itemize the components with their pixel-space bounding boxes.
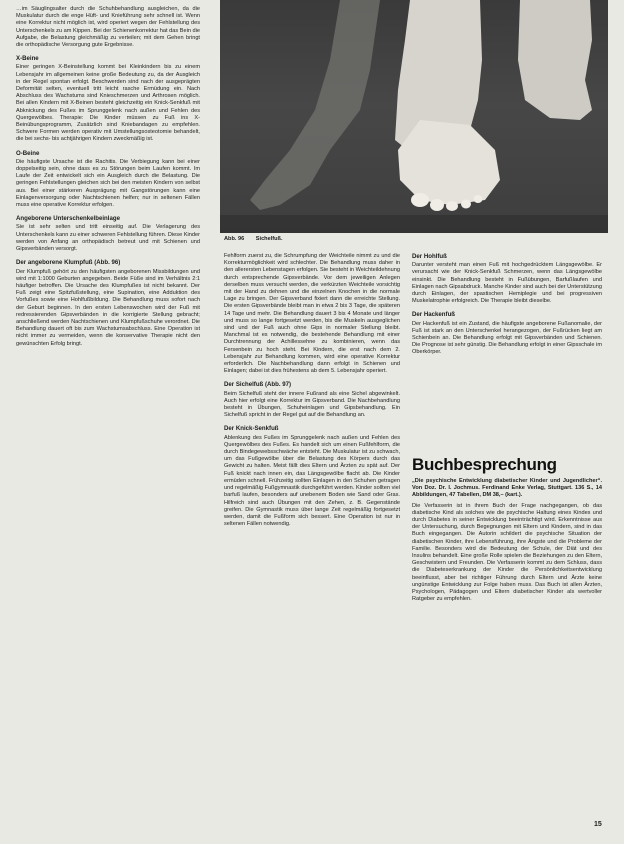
feet-illustration: [220, 0, 608, 233]
toe-4: [461, 200, 471, 209]
review-section: [412, 478, 602, 603]
hip-text: Sie ist sehr selten und tritt einseitig auf. Die Verlagerung des Unterschenkels kann zu einer schweren Fehlstellung führen. Diese Kinder werden von Anfang an orthopädisch betreut und mit Schienen und Gipsverbänden versorgt.: [16, 224, 200, 253]
caption-title: Sichelfuß.: [255, 236, 283, 242]
right-foot-shape: [398, 120, 500, 205]
o-beine-text: Die häufigste Ursache ist die Rachitis. Die Verbiegung kann bei einer doppelseitig sein, ohne dass es zu Störungen beim Laufen kommt. Im Laufe der Zeit entwickelt sich ein Ausgleich durch die Belastung. Die geringen Fehlstellungen gleichen sich bei den meisten Kindern von selbst aus. Bei einer stärkeren Ausprägung mit Gangstörungen kann eine Einlagenversorgung oder Nachtschienen helfen; nur in seltenen Fällen muss eine operative Korrektur erfolgen.: [16, 158, 200, 209]
far-right-foot-shape: [518, 0, 592, 120]
feet-photo: [220, 0, 608, 233]
caption-number: Abb. 96: [224, 236, 245, 242]
sichelfuss-heading: Der Sichelfuß (Abb. 97): [224, 381, 292, 389]
hip-heading: Angeborene Unterschenkelbeinlage: [16, 215, 120, 223]
hohlfuss-heading: Der Hohlfuß: [412, 253, 447, 260]
sichelfuss-text: Beim Sichelfuß steht der innere Fußrand als eine Sichel abgewinkelt. Auch hier erfolgt eine Korrektur im Gipsverband. Die Nachbehandlung besteht in Übungen, Schuheinlagen und Gipsbehandlung. Ein Sichelfuß spricht in der Regel gut auf die Behandlung an.: [224, 390, 400, 419]
knick-heading: Der Knick-Senkfuß: [224, 425, 279, 433]
clubfoot-heading: Der angeborene Klumpfuß (Abb. 96): [16, 259, 121, 267]
toe-5: [474, 195, 483, 203]
toe-2: [430, 199, 444, 211]
left-column: [16, 6, 200, 353]
knick-text: Ablenkung des Fußes im Sprunggelenk nach außen und Fehlen des Quergewölbes des Fußes. Es handelt sich um einen Fußfehlform, die durch Bindegewebsschwäche entsteht. Die Muskulatur ist zu schwach, um das Fußgewölbe über die Belastung des Körpers durch das Gewicht zu halten. Meist fällt dies Eltern und Ärzten zu spät auf. Der Fuß knickt nach innen ein, das Längsgewölbe flacht ab. Die Kinder ermüden schnell. Frühzeitig sollten Einlagen in den Schuhen getragen und regelmäßig Fußgymnastik durchgeführt werden. Kinder sollten viel barfuß laufen, besonders auf unebenem Boden wie Sand oder Gras. Hilfreich sind auch Übungen mit den Zehen, z. B. Gegenstände greifen. Die Gymnastik muss über lange Zeit regelmäßig fortgesetzt werden, damit die Fußform sich bessert. Eine Operation ist nur in seltenen Fällen notwendig.: [224, 434, 400, 528]
clubfoot-text: Der Klumpfuß gehört zu den häufigsten angeborenen Missbildungen und wird mit 1:1000 Geburten angegeben. Beide Füße sind im Verhältnis 2:1 häufiger betroffen. Die Ursache des Klumpfußes ist nicht bekannt. Der Fuß zeigt eine Spitzfußstellung, eine Supination, eine Adduktion des Vorfußes sowie eine Hohlfußbildung. Die Behandlung muss sofort nach der Geburt beginnen. In den ersten Lebenswochen wird der Fuß mit redressierenden Gipsverbänden in die korrigierte Stellung gebracht; anschließend werden Nachtschienen und Klumpfußschuhe verordnet. Die Behandlung dauert oft bis zum Wachstumsabschluss. Eine Operation ist nicht immer zu vermeiden, wenn die konservative Therapie nicht den gewünschten Erfolg bringt.: [16, 268, 200, 347]
hackenfuss-text: Der Hackenfuß ist ein Zustand, die häufigste angeborene Fußanomalie, der Fuß ist stark an den Unterschenkel herangezogen, der Fußrücken liegt am Schienbein an. Die Behandlung erfolgt mit Gipsverbänden und Schienen. Die Prognose ist sehr günstig. Die Behandlung erfolgt in einer Gipsschale im Oberkörper.: [412, 320, 602, 356]
review-heading: Buchbesprechung: [412, 455, 557, 474]
left-intro: …im Säuglingsalter durch die Schuhbehandlung ausgleichen, da die Muskulatur durch die enge Hüft- und Knieführung sehr schnell ist. Wenn eine Korrektur nicht möglich ist, wird operiert wegen der Fehlstellung des Unterschenkels zu am Kippen. Bei der Schienenkorrektur hat das Bein die Aufgabe, die Belastung gleichmäßig zu verteilen; mit dem Gehen bringt die orthopädische Versorgung gute Ergebnisse.: [16, 6, 200, 49]
o-beine-heading: O-Beine: [16, 149, 40, 157]
left-foot-shape: [250, 0, 380, 210]
floor-shadow: [220, 215, 608, 233]
review-book-title: „Die psychische Entwicklung diabetischer Kinder und Jugendlicher“. Von Doz. Dr. I. Jochmus. Ferdinand Enke Verlag, Stuttgart. 136 S., 14 Abbildungen, 47 Tabellen, DM 38,– (kart.).: [412, 478, 602, 499]
x-beine-heading: X-Beine: [16, 55, 39, 63]
toe-3: [446, 201, 458, 211]
hackenfuss-heading: Der Hackenfuß: [412, 311, 456, 319]
page-number: 15: [594, 821, 602, 828]
hohlfuss-text: Darunter versteht man einen Fuß mit hochgedrücktem Längsgewölbe. Er verursacht wie der Knick-Senkfuß Schmerzen, wenn das Längsgewölbe einsinkt. Die Behandlung besteht in Fußübungen, Barfußlaufen und Einlagen nach Gipsabdruck. Manche Kinder sind auch bei der Unterstützung durch Einlagen, der spastischen Hemiplegie und bei progressiven Muskelatrophie erfolgreich. Die Therapie bleibt dieselbe.: [412, 262, 602, 305]
photo-caption: [224, 236, 293, 242]
review-text: Die Verfasserin ist in ihrem Buch der Frage nachgegangen, ob das diabetische Kind als solches wie die psychische Haltung eines Kindes und durch Diabetes in seiner Entwicklung beeinträchtigt wird. Erkenntnisse aus der Untersuchung, durch Begegnungen mit Eltern und Kindern, sind in das Buch eingegangen. Die Autorin schildert die psychische Situation der diabetischen Kinder, ihre Lebensführung, ihre Ängste und die Probleme der Familie. Besonders wird die Bedeutung der Schule, der Diät und des Insulins behandelt. Eine große Rolle spielen die Beziehungen zu den Eltern, Geschwistern und Freunden. Die Verfasserin kommt zu dem Schluss, dass die Diabeteserkrankung der Kinder die Persönlichkeitsentwicklung beeinflusst, aber bei richtiger Führung durch Eltern und Ärzte keine ungünstige Entwicklung zur Folge haben muss. Das Buch ist allen Ärzten, Psychologen, Pädagogen und Eltern diabetischer Kinder als wertvoller Ratgeber zu empfehlen.: [412, 502, 602, 603]
toe-1: [411, 193, 429, 207]
x-beine-text: Einer geringen X-Beinstellung kommt bei Kleinkindern bis zu einem Lebensjahr im allgemeinen keine große Bedeutung zu, da der Ausgleich in der Regel spontan erfolgt. Beschwerden sind nach der ausgeprägten Deformität selten, eventuell tritt leicht rasche Ermüdung ein. Nach Abschluss des Wachstums sind Knieschmerzen und Arthrosen möglich. Bei allen Kindern mit X-Beinen besteht gleichzeitig ein Knick-Senkfuß mit Abknickung des Fußes im Sprunggelenk nach außen und Fehlen des Quergewölbes. Therapie: Die Kinder müssen zu Fuß ins X-Beinübungsprogramm, Zusätzlich sind Kniebandagen zu empfehlen. Schwere Formen werden operativ mit Umstellungsosteotomie behandelt, die bei sechs- bis achtjährigen Kindern zweckmäßig ist.: [16, 64, 200, 143]
middle-column: [224, 253, 400, 533]
middle-intro: Fehlform zuerst zu, die Schrumpfung der Weichteile nimmt zu und die Korrekturmöglichkeit wird schlechter. Die Behandlung muss daher in den allerersten Lebenstagen erfolgen. Sie besteht in Weichteildehnung durch entsprechende Gipsverbände. Vor dem jeweiligen Anlegen derselben muss versucht werden, die verkürzten Weichteile vorsichtig mit der Hand zu dehnen und die einzelnen Knochen in die normale Lage zu bringen. Der Gipsverband fixiert dann die erreichte Stellung. Die ersten Gipsverbände bleibt man in etwa 2 bis 3 Tage, die späteren 14 Tage und mehr. Die Behandlung dauert 3 bis 4 Monate und länger und muss so lange fortgesetzt werden, bis die Muskeln ausgeglichen sind und der Fuß auch ohne Gips in normaler Stellung bleibt. Manchmal ist es notwendig, die bestehende Behandlung mit einer Durchtrennung der Achillessehne zu kombinieren, wenn das Fersenbein zu hoch steht. Bei Kindern, die erst nach dem 2. Lebensjahr zur Behandlung kommen, wird eine operative Korrektur erforderlich. Die Nachbehandlung dann erfolgt in Schienen und Einlagen; dabei ist dies frühestens ab dem 5. Lebensjahr operiert.: [224, 253, 400, 375]
right-column: [412, 253, 602, 362]
